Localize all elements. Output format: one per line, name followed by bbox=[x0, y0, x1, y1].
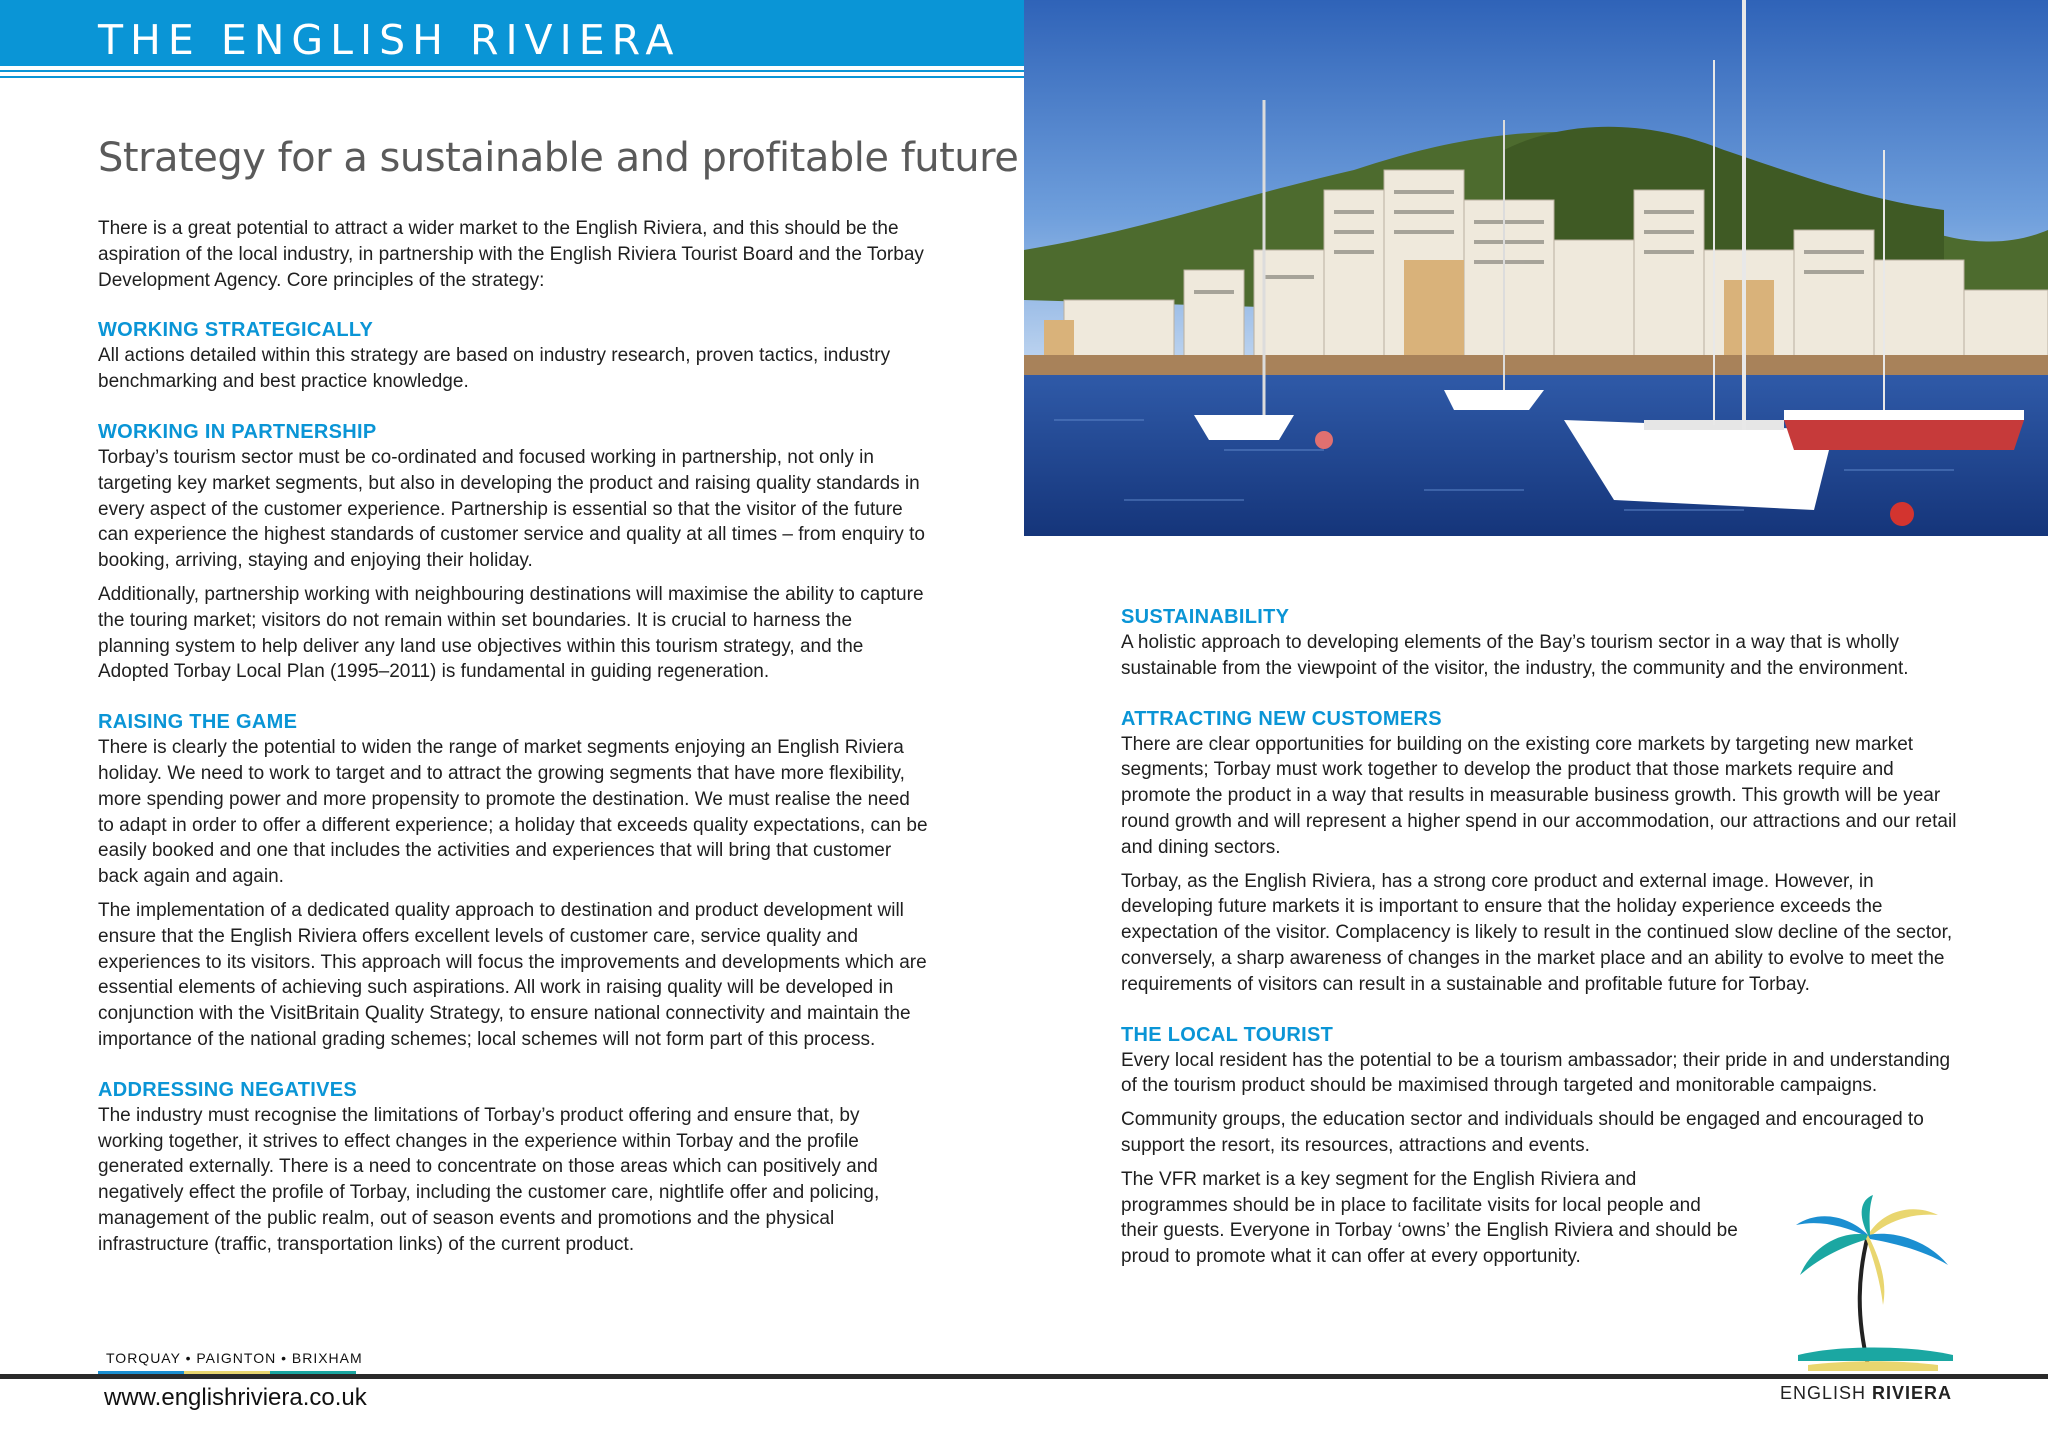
section-paragraph: All actions detailed within this strategy are based on industry research, proven tactics, industry benchmarking and best practice knowledge. bbox=[98, 345, 891, 393]
section-sustainability bbox=[1121, 604, 1961, 682]
section-attracting-new-customers bbox=[1121, 706, 1961, 998]
header-title: THE ENGLISH RIVIERA bbox=[98, 16, 681, 64]
section-paragraph: The implementation of a dedicated quality approach to destination and product development will ensure that the English Riviera offers excellent levels of customer care, service quality and experiences to its visitors. This approach will focus the improvements and developments which are essential elements of achieving such aspirations. All work in raising quality will be developed in conjunction with the VisitBritain Quality Strategy, to ensure national connectivity and maintain the importance of the national grading schemes; local schemes will not form part of this process. bbox=[98, 899, 927, 1050]
palm-tree-logo bbox=[1788, 1195, 1958, 1375]
section-working-strategically bbox=[98, 317, 928, 395]
intro-section bbox=[98, 216, 928, 293]
section-heading: WORKING IN PARTNERSHIP bbox=[98, 420, 377, 443]
section-heading: ADDRESSING NEGATIVES bbox=[98, 1078, 357, 1101]
section-paragraph: The industry must recognise the limitations of Torbay’s product offering and ensure that, by working together, it strives to effect changes in the experience within Torbay and the profile generated externally. There is a need to concentrate on those areas which can positively and negatively effect the profile of Torbay, including the customer care, nightlife offer and policing, management of the public realm, out of season events and promotions and the physical infrastructure (traffic, transportation links) of the current product. bbox=[98, 1104, 880, 1255]
footer-rule bbox=[0, 1374, 2048, 1379]
page-heading: Strategy for a sustainable and profitable future bbox=[98, 135, 1019, 181]
section-paragraph: There is clearly the potential to widen the range of market segments enjoying an English Riviera holiday. We need to work to target and to attract the growing segments that have more flexibility, more spending power and more propensity to promote the destination. We must realise the need to adapt in order to offer a different experience; a holiday that exceeds quality expectations, can be easily booked and one that includes the activities and experiences that will bring that customer back again and again. bbox=[98, 737, 928, 888]
section-working-in-partnership bbox=[98, 419, 928, 685]
section-paragraph: Community groups, the education sector and individuals should be engaged and encouraged to support the resort, its resources, attractions and events. bbox=[1121, 1109, 1924, 1156]
section-addressing-negatives bbox=[98, 1077, 928, 1258]
footer-brand bbox=[1780, 1383, 1952, 1404]
section-heading: WORKING STRATEGICALLY bbox=[98, 319, 374, 342]
section-paragraph: The VFR market is a key segment for the English Riviera and programmes should be in place to facilitate visits for local people and their guests. Everyone in Torbay ‘owns’ the English Riviera and should be proud to promote what it can offer at every opportunity. bbox=[1121, 1168, 1738, 1268]
intro-paragraph: There is a great potential to attract a wider market to the English Riviera, and this should be the aspiration of the local industry, in partnership with the English Riviera Tourist Board and the Torbay Development Agency. Core principles of the strategy: bbox=[98, 218, 924, 291]
footer-brand-light: ENGLISH bbox=[1779, 1383, 1872, 1403]
section-paragraph: Every local resident has the potential to be a tourism ambassador; their pride in and understanding of the tourism product should be maximised through targeted and monitorable campaigns. bbox=[1121, 1049, 1951, 1097]
section-raising-the-game bbox=[98, 709, 928, 1053]
section-paragraph: There are clear opportunities for building on the existing core markets by targeting new market segments; Torbay must work together to develop the product that those markets require and promote the product in a way that results in measurable business growth. This growth will be year round growth and will represent a higher spend in our accommodation, our attractions and our retail and dining sectors. bbox=[1121, 733, 1957, 858]
footer-towns: TORQUAY • PAIGNTON • BRIXHAM bbox=[106, 1350, 363, 1366]
section-paragraph: Additionally, partnership working with neighbouring destinations will maximise the ability to capture the touring market; visitors do not remain within set boundaries. It is crucial to harness the planning system to help deliver any land use objectives within this tourism strategy, and the Adopted Torbay Local Plan (1995–2011) is fundamental in guiding regeneration. bbox=[98, 583, 924, 683]
section-heading: ATTRACTING NEW CUSTOMERS bbox=[1121, 707, 1442, 730]
left-column bbox=[98, 216, 928, 1282]
footer-url-link[interactable]: www.englishriviera.co.uk bbox=[104, 1384, 367, 1411]
section-paragraph: A holistic approach to developing elements of the Bay’s tourism sector in a way that is wholly sustainable from the viewpoint of the visitor, the industry, the community and the environment. bbox=[1121, 632, 1909, 679]
right-column bbox=[1121, 604, 1961, 1294]
section-paragraph: Torbay, as the English Riviera, has a strong core product and external image. However, in developing future markets it is important to ensure that the holiday experience exceeds the expectation of the visitor. Complacency is likely to result in the continued slow decline of the sector, conversely, a sharp awareness of changes in the market place and an ability to evolve to meet the requirements of visitors can result in a sustainable and profitable future for Torbay. bbox=[1121, 870, 1953, 995]
footer-brand-bold: RIVIERA bbox=[1871, 1383, 1952, 1403]
section-paragraph: Torbay’s tourism sector must be co-ordinated and focused working in partnership, not only in targeting key market segments, but also in developing the product and raising quality standards in every aspect of the customer experience. Partnership is essential so that the visitor of the future can experience the highest standards of customer service and quality at all times – from enquiry to booking, arriving, staying and enjoying their holiday. bbox=[98, 446, 925, 572]
harbour-photo bbox=[1024, 0, 2048, 536]
section-heading: RAISING THE GAME bbox=[98, 711, 298, 734]
section-heading: THE LOCAL TOURIST bbox=[1121, 1023, 1334, 1046]
section-heading: SUSTAINABILITY bbox=[1121, 606, 1290, 628]
